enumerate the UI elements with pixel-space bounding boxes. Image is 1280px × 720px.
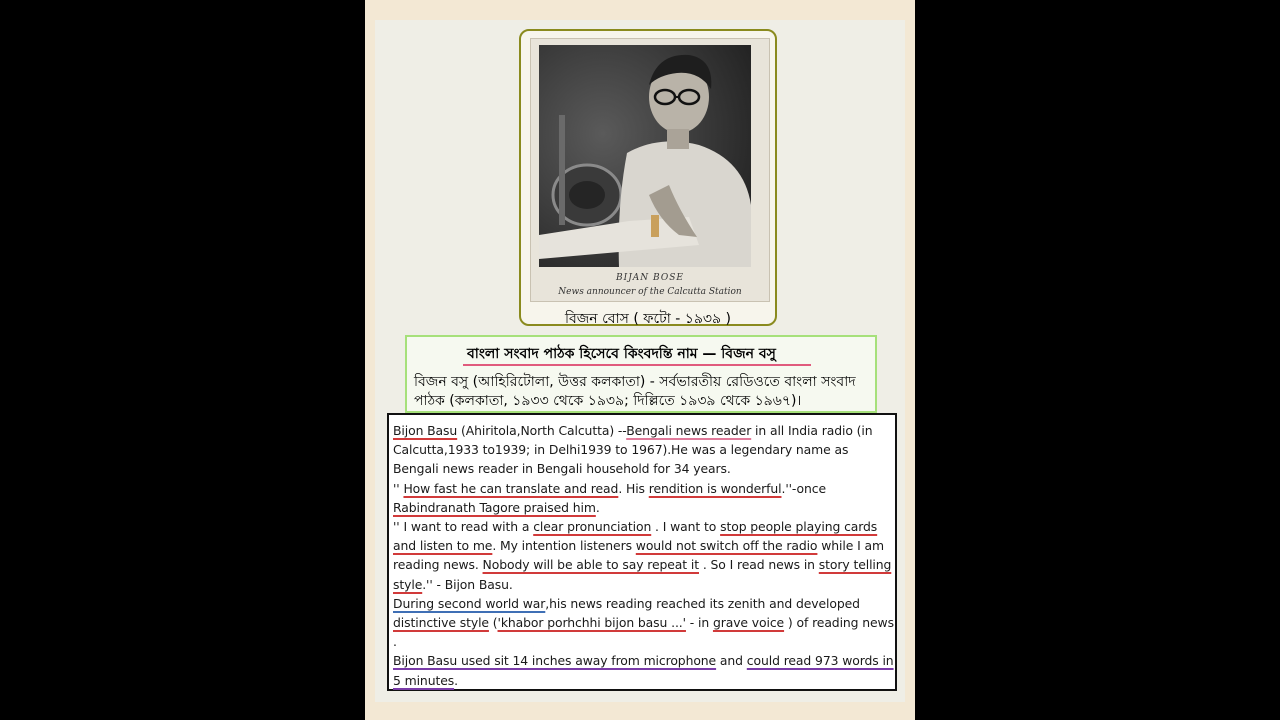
text-span: Nobody will be able to say repeat it [482,557,699,573]
text-span: '' I want to read with a [393,519,534,535]
text-span: ,his news reading reached its zenith and developed [545,595,860,611]
text-span: and [716,653,747,669]
text-span: would not switch off the radio [635,538,818,554]
text-span: .''-once [781,480,827,496]
paragraph-tagore-quote [393,479,895,517]
text-span: ( [488,615,498,631]
text-span: . I want to [651,519,721,535]
text-span: distinctive style [393,615,489,631]
english-text-box [387,413,897,691]
paragraph-intro [393,421,895,479]
text-span: Bijon Basu [393,423,458,438]
text-span: '' [393,480,404,496]
vintage-photo-print [530,38,770,302]
title-underline [463,364,811,366]
text-span: Bengali news reader [626,423,752,438]
text-span: During second world war [393,595,546,611]
bengali-body: বিজন বসু (আহিরিটোলা, উত্তর কলকাতা) - সর্বভারতীয় রেডিওতে বাংলা সংবাদ পাঠক (কলকাতা, ১৯৩৩ থেকে ১৯৩৯; দিল্লিতে ১৯৩৯ থেকে ১৯৬৭)। [414,374,856,409]
text-span: .'' - Bijon Basu. [422,576,513,592]
text-span: How fast he can translate and read [403,480,619,496]
paragraph-microphone [393,651,895,689]
text-span: . My intention listeners [492,538,636,554]
english-article [393,421,895,690]
text-span: 'khabor porhchhi bijon basu ...' [497,615,686,631]
text-span: while I am reading news. [393,538,884,573]
photo-card [519,29,777,326]
text-span: ) of reading news . [393,615,894,650]
text-span: grave voice [712,615,785,631]
document-page [365,0,915,720]
bengali-summary-box [405,335,877,413]
text-span: . So I read news in [699,557,819,573]
paragraph-war-style [393,594,895,652]
text-span: Bijon Basu used sit 14 inches away from microphone [393,653,717,669]
portrait-photo-illustration [539,45,751,267]
text-span: - in [685,615,713,631]
text-span: (Ahiritola,North Calcutta) -- [457,423,627,438]
text-span: could read 973 words in 5 minutes [393,653,894,688]
text-span: Rabindranath Tagore praised him [393,499,596,515]
text-span: in all India radio (in Calcutta,1933 to1939; in Delhi1939 to 1967).He was a legendary name as Bengali news reader in Bengali household for 34 years. [393,423,873,477]
text-span: rendition is wonderful [648,480,782,496]
bengali-photo-caption: বিজন বোস ( ফটো - ১৯৩৯ ) [564,311,732,327]
text-span: clear pronunciation [533,519,652,535]
bengali-title: বাংলা সংবাদ পাঠক হিসেবে কিংবদন্তি নাম — বিজন বসু [467,346,776,362]
text-span: story telling style [393,557,892,592]
text-span: . [454,672,458,688]
portrait-photo [539,45,751,267]
photo-role-caption: News announcer of the Calcutta Station [558,287,742,297]
text-span: . His [618,480,649,496]
paper-sheet [375,20,905,702]
text-span: stop people playing cards and listen to me [393,519,878,554]
paragraph-basu-quote [393,517,895,594]
photo-name-caption: BIJAN BOSE [616,273,684,283]
text-span: . [595,499,600,515]
